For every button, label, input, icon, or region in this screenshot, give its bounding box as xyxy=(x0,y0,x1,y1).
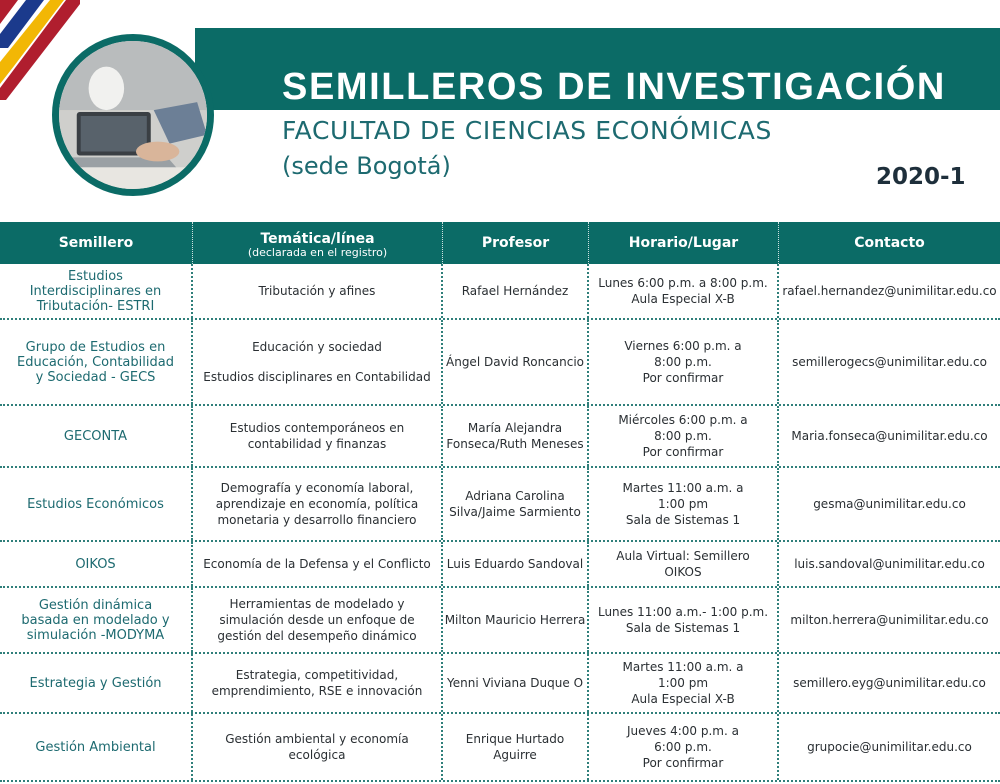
column-header-topic xyxy=(193,222,443,264)
seedbed-name-line: OIKOS xyxy=(75,556,116,572)
topic-cell xyxy=(193,714,443,780)
schedule-cell xyxy=(589,468,779,540)
seedbed-name-line: Interdisciplinares en xyxy=(29,283,162,299)
contact-cell xyxy=(779,542,1000,586)
schedule-cell xyxy=(589,654,779,712)
column-header-schedule xyxy=(589,222,779,264)
contact-email[interactable]: grupocie@unimilitar.edu.co xyxy=(807,740,972,754)
table-row xyxy=(0,714,1000,782)
column-header-label: Profesor xyxy=(481,235,550,251)
table-row xyxy=(0,588,1000,654)
seedbed-name-line: Gestión Ambiental xyxy=(35,739,156,755)
contact-email[interactable]: rafael.hernandez@unimilitar.edu.co xyxy=(782,284,997,298)
professor-cell xyxy=(443,406,589,466)
contact-cell xyxy=(779,588,1000,652)
column-header-note: (declarada en el registro) xyxy=(247,246,388,259)
schedule-line: Viernes 6:00 p.m. a xyxy=(624,339,742,353)
schedule-line: Aula Especial X-B xyxy=(631,292,735,306)
topic-line: ecológica xyxy=(288,748,346,762)
professor-cell xyxy=(443,264,589,318)
seedbed-name-line: Educación, Contabilidad xyxy=(17,354,174,370)
schedule-line: Lunes 11:00 a.m.- 1:00 p.m. xyxy=(597,605,769,619)
seedbed-name-line: GECONTA xyxy=(63,428,128,444)
topic-cell xyxy=(193,654,443,712)
seedbed-name-cell xyxy=(0,542,193,586)
schedule-line: 1:00 pm xyxy=(657,676,709,690)
topic-line: simulación desde un enfoque de xyxy=(219,613,415,627)
professor-cell xyxy=(443,588,589,652)
contact-cell xyxy=(779,406,1000,466)
column-header-label: Semillero xyxy=(58,235,134,251)
topic-cell xyxy=(193,588,443,652)
schedule-line: Sala de Sistemas 1 xyxy=(625,621,741,635)
professor-cell xyxy=(443,542,589,586)
schedule-cell xyxy=(589,320,779,404)
seedbeds-table xyxy=(0,222,1000,782)
location-subtitle: (sede Bogotá) xyxy=(282,152,451,180)
topic-line: emprendimiento, RSE e innovación xyxy=(211,684,423,698)
seedbed-name-line: Estudios xyxy=(68,268,123,284)
contact-cell xyxy=(779,320,1000,404)
topic-line: Herramientas de modelado y xyxy=(229,597,405,611)
topic-line: contabilidad y finanzas xyxy=(247,437,387,451)
topic-line: monetaria y desarrollo financiero xyxy=(217,513,417,527)
schedule-line: 1:00 pm xyxy=(657,497,709,511)
schedule-line: Lunes 6:00 p.m. a 8:00 p.m. xyxy=(598,276,768,290)
schedule-line: Por confirmar xyxy=(642,445,724,459)
schedule-line: OIKOS xyxy=(664,565,702,579)
topic-line: Educación y sociedad xyxy=(252,340,382,354)
professor-line: Luis Eduardo Sandoval xyxy=(446,557,584,571)
schedule-cell xyxy=(589,406,779,466)
schedule-line: Por confirmar xyxy=(642,371,724,385)
professor-line: Silva/Jaime Sarmiento xyxy=(449,505,581,519)
seedbed-name-cell xyxy=(0,406,193,466)
table-row xyxy=(0,654,1000,714)
professor-line: Ángel David Roncancio xyxy=(446,355,584,369)
seedbed-name-cell xyxy=(0,264,193,318)
column-header-contact xyxy=(779,222,1000,264)
topic-line: aprendizaje en economía, política xyxy=(215,497,419,511)
contact-email[interactable]: luis.sandoval@unimilitar.edu.co xyxy=(794,557,985,571)
professor-cell xyxy=(443,320,589,404)
topic-line: gestión del desempeño dinámico xyxy=(217,629,417,643)
topic-line: Estrategia, competitividad, xyxy=(235,668,399,682)
contact-email[interactable]: gesma@unimilitar.edu.co xyxy=(813,497,966,511)
topic-line: Economía de la Defensa y el Conflicto xyxy=(203,557,431,571)
seedbed-name-cell xyxy=(0,468,193,540)
topic-line: Estudios contemporáneos en xyxy=(229,421,405,435)
table-row xyxy=(0,320,1000,406)
seedbed-name-cell xyxy=(0,320,193,404)
column-header-seedbed xyxy=(0,222,193,264)
table-body xyxy=(0,264,1000,782)
schedule-line: Martes 11:00 a.m. a xyxy=(622,660,744,674)
column-header-label: Horario/Lugar xyxy=(628,235,739,251)
page-title: SEMILLEROS DE INVESTIGACIÓN xyxy=(282,66,946,108)
professor-line: Aguirre xyxy=(493,748,537,762)
contact-cell xyxy=(779,714,1000,780)
schedule-cell xyxy=(589,264,779,318)
schedule-line: Jueves 4:00 p.m. a xyxy=(627,724,739,738)
table-header xyxy=(0,222,1000,264)
seedbed-name-cell xyxy=(0,588,193,652)
schedule-line: Sala de Sistemas 1 xyxy=(625,513,741,527)
topic-line: Demografía y economía laboral, xyxy=(220,481,414,495)
schedule-line: 8:00 p.m. xyxy=(654,355,712,369)
seedbed-name-line: simulación -MODYMA xyxy=(26,627,165,643)
seedbed-name-line: Gestión dinámica xyxy=(38,597,153,613)
professor-cell xyxy=(443,654,589,712)
schedule-cell xyxy=(589,542,779,586)
schedule-line: 6:00 p.m. xyxy=(654,740,712,754)
table-row xyxy=(0,542,1000,588)
column-header-label: Contacto xyxy=(854,235,925,251)
professor-line: Yenni Viviana Duque O xyxy=(446,676,584,690)
contact-cell xyxy=(779,468,1000,540)
column-header-professor xyxy=(443,222,589,264)
topic-cell xyxy=(193,468,443,540)
seedbed-name-line: Grupo de Estudios en xyxy=(25,339,166,355)
table-row xyxy=(0,406,1000,468)
contact-email[interactable]: Maria.fonseca@unimilitar.edu.co xyxy=(791,429,988,443)
professor-cell xyxy=(443,468,589,540)
topic-line: Gestión ambiental y economía xyxy=(225,732,409,746)
column-header-label: Temática/línea xyxy=(260,231,375,247)
seedbed-name-line: Estudios Económicos xyxy=(27,496,164,512)
contact-email[interactable]: semillero.eyg@unimilitar.edu.co xyxy=(793,676,986,690)
seedbed-name-cell xyxy=(0,714,193,780)
table-row xyxy=(0,264,1000,320)
topic-line: Estudios disciplinares en Contabilidad xyxy=(203,370,431,384)
professor-line: Adriana Carolina xyxy=(465,489,565,503)
seedbed-name-line: y Sociedad - GECS xyxy=(35,369,156,385)
faculty-subtitle: FACULTAD DE CIENCIAS ECONÓMICAS xyxy=(282,116,772,145)
schedule-line: Martes 11:00 a.m. a xyxy=(622,481,744,495)
schedule-cell xyxy=(589,588,779,652)
schedule-line: Miércoles 6:00 p.m. a xyxy=(618,413,748,427)
topic-cell xyxy=(193,320,443,404)
professor-line: María Alejandra xyxy=(467,421,563,435)
professor-line: Milton Mauricio Herrera xyxy=(444,613,586,627)
contact-cell xyxy=(779,264,1000,318)
schedule-line: Aula Virtual: Semillero xyxy=(616,549,750,563)
header-photo xyxy=(52,34,214,196)
seedbed-name-cell xyxy=(0,654,193,712)
schedule-line: Aula Especial X-B xyxy=(631,692,735,706)
seedbed-name-line: Estrategia y Gestión xyxy=(29,675,162,691)
contact-email[interactable]: milton.herrera@unimilitar.edu.co xyxy=(790,613,989,627)
topic-cell xyxy=(193,406,443,466)
topic-cell xyxy=(193,264,443,318)
schedule-line: Por confirmar xyxy=(642,756,724,770)
topic-line: Tributación y afines xyxy=(258,284,376,298)
professor-line: Enrique Hurtado xyxy=(465,732,565,746)
professor-cell xyxy=(443,714,589,780)
schedule-cell xyxy=(589,714,779,780)
schedule-line: 8:00 p.m. xyxy=(654,429,712,443)
seedbed-name-line: basada en modelado y xyxy=(21,612,170,628)
table-row xyxy=(0,468,1000,542)
seedbed-name-line: Tributación- ESTRI xyxy=(36,298,155,314)
professor-line: Fonseca/Ruth Meneses xyxy=(446,437,584,451)
period-label: 2020-1 xyxy=(876,164,966,190)
contact-email[interactable]: semillerogecs@unimilitar.edu.co xyxy=(792,355,987,369)
contact-cell xyxy=(779,654,1000,712)
topic-cell xyxy=(193,542,443,586)
professor-line: Rafael Hernández xyxy=(461,284,569,298)
